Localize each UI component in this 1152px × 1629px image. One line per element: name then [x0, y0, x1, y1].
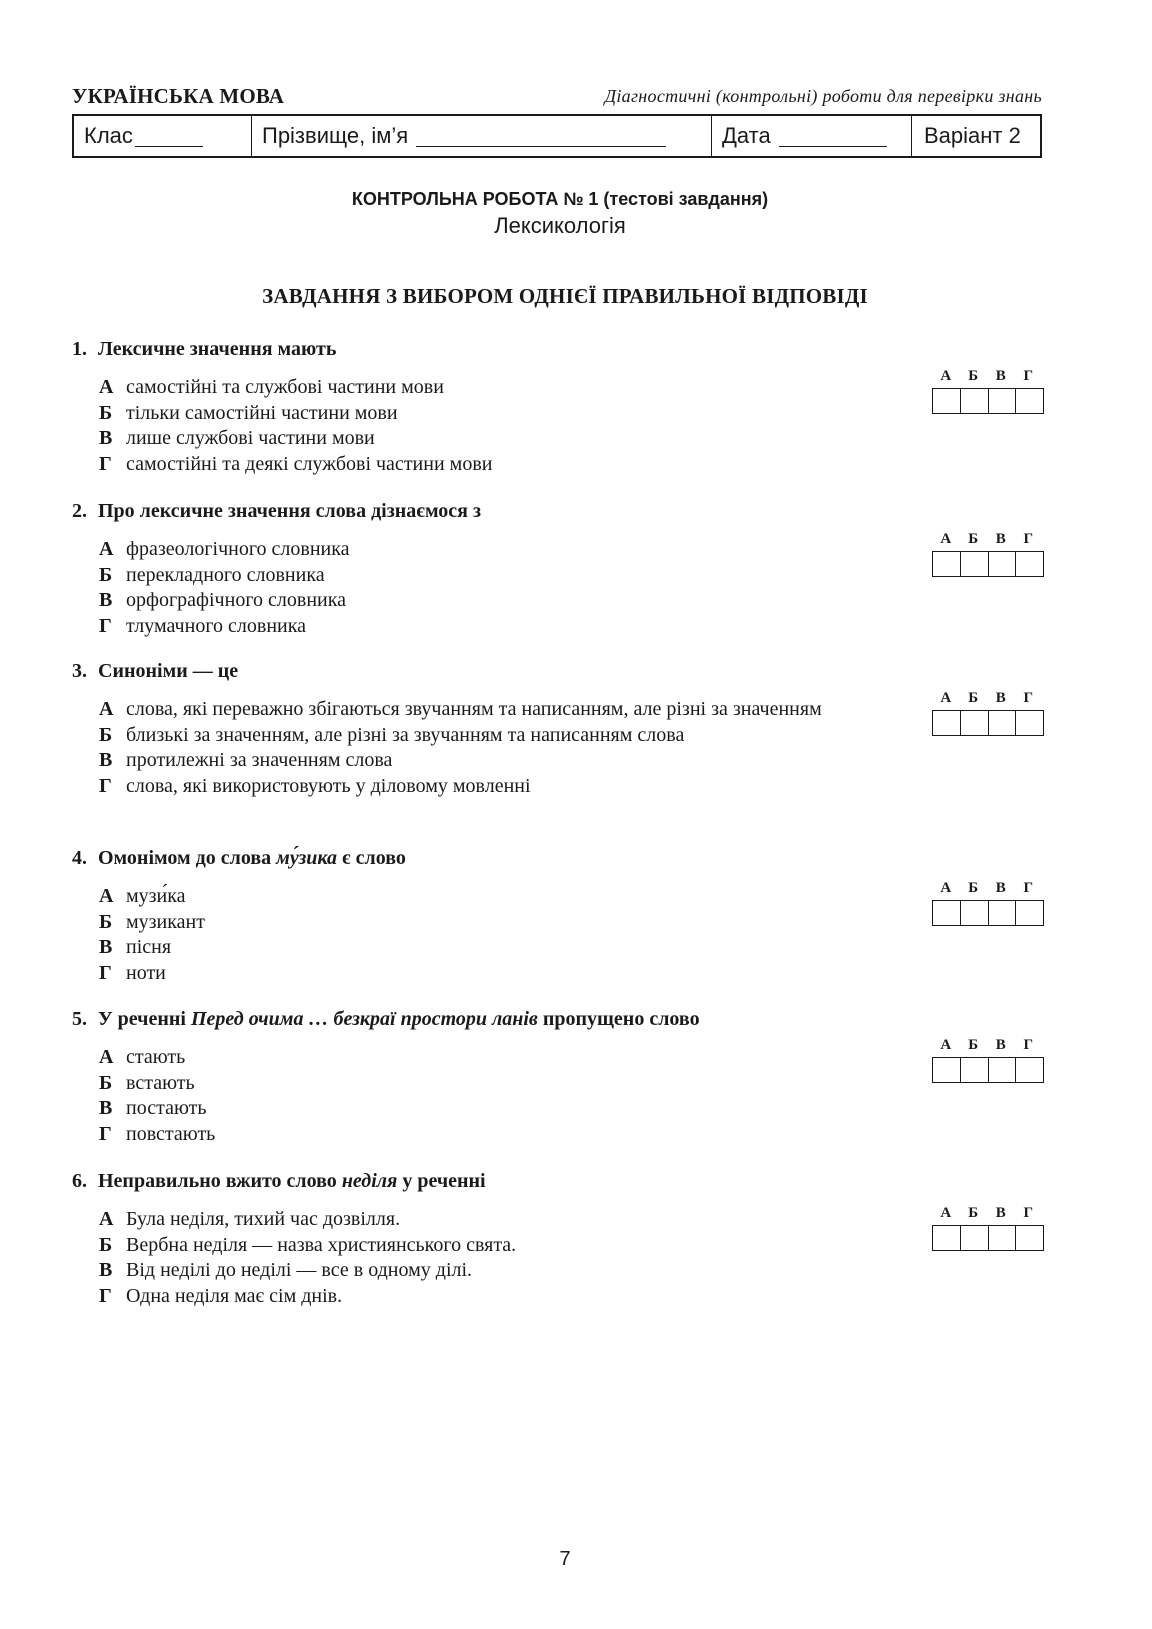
- option-text: стають: [126, 1046, 186, 1068]
- option-letter: А: [99, 538, 114, 560]
- answer-grid-5: [932, 1037, 1044, 1083]
- options-list: [99, 697, 949, 799]
- date-label: Дата: [722, 123, 771, 148]
- option-letter: Г: [99, 452, 112, 475]
- option-v[interactable]: [99, 748, 949, 774]
- answer-letters: [932, 531, 1044, 551]
- answer-letter-h: Г: [1023, 368, 1034, 384]
- question-2: [72, 498, 1072, 639]
- question-number: 4.: [72, 847, 87, 869]
- answer-letter-v: В: [995, 368, 1006, 384]
- class-blank-line: [135, 126, 203, 147]
- question-number: 2.: [72, 500, 87, 522]
- answer-letter-h: Г: [1023, 531, 1034, 547]
- option-text: самостійні та службові частини мови: [126, 376, 444, 398]
- answer-letter-a: А: [940, 690, 952, 706]
- option-letter: В: [99, 427, 113, 449]
- answer-box-b[interactable]: [961, 1058, 989, 1082]
- question-stem: Синоніми — це: [98, 660, 239, 682]
- answer-letter-v: В: [995, 690, 1006, 706]
- question-text: [72, 336, 1072, 362]
- option-a[interactable]: [99, 537, 949, 563]
- answer-box-b[interactable]: [961, 711, 989, 735]
- answer-letter-v: В: [995, 531, 1006, 547]
- option-a[interactable]: [99, 697, 949, 723]
- answer-grid-1: [932, 368, 1044, 414]
- answer-box-v[interactable]: [989, 389, 1017, 413]
- question-3: [72, 658, 1072, 799]
- test-subtitle: Лексикологія: [494, 213, 626, 238]
- option-b[interactable]: [99, 910, 949, 936]
- answer-letter-b: Б: [968, 690, 979, 706]
- option-letter: Г: [99, 1284, 112, 1307]
- answer-grid-3: [932, 690, 1044, 736]
- answer-letters: [932, 1037, 1044, 1057]
- option-letter: В: [99, 1097, 113, 1119]
- option-a[interactable]: [99, 1045, 949, 1071]
- option-text: Одна неділя має сім днів.: [126, 1284, 343, 1307]
- option-text: орфографічного словника: [126, 589, 347, 611]
- option-letter: В: [99, 1259, 113, 1281]
- question-number: 3.: [72, 660, 87, 682]
- option-text: близькі за значенням, але різні за звучанням та написанням слова: [126, 723, 685, 746]
- answer-box-b[interactable]: [961, 901, 989, 925]
- option-letter: Б: [99, 401, 113, 424]
- option-text: музи́ка: [126, 885, 186, 907]
- answer-letter-b: Б: [968, 531, 979, 547]
- option-text: тлумачного словника: [126, 614, 307, 637]
- option-letter: А: [99, 1046, 114, 1068]
- option-text: перекладного словника: [126, 563, 325, 586]
- answer-box-a[interactable]: [933, 1226, 961, 1250]
- option-v[interactable]: [99, 588, 949, 614]
- question-number: 1.: [72, 338, 87, 360]
- option-text: протилежні за значенням слова: [126, 749, 393, 771]
- option-text: ноти: [126, 961, 166, 984]
- answer-box-h[interactable]: [1016, 1058, 1043, 1082]
- answer-box-a[interactable]: [933, 552, 961, 576]
- question-number: 5.: [72, 1008, 87, 1030]
- answer-box-v[interactable]: [989, 552, 1017, 576]
- option-text: слова, які переважно збігаються звучанням та написанням, але різні за значенням: [126, 698, 822, 720]
- question-stem-start: Неправильно вжито слово: [98, 1170, 342, 1192]
- option-text: лише службові частини мови: [126, 427, 375, 449]
- answer-letter-a: А: [940, 531, 952, 547]
- option-letter: В: [99, 749, 113, 771]
- question-stem: Лексичне значення мають: [98, 338, 337, 360]
- answer-box-a[interactable]: [933, 1058, 961, 1082]
- option-h[interactable]: [99, 961, 949, 987]
- answer-box-h[interactable]: [1016, 552, 1043, 576]
- option-text: самостійні та деякі службові частини мови: [126, 452, 493, 475]
- answer-letters: [932, 368, 1044, 388]
- option-text: музикант: [126, 910, 205, 933]
- question-1: [72, 336, 1072, 477]
- options-list: [99, 1207, 949, 1309]
- question-text: [72, 1168, 1072, 1194]
- answer-letter-v: В: [995, 1037, 1006, 1053]
- option-a[interactable]: [99, 1207, 949, 1233]
- answer-letter-v: В: [995, 1205, 1006, 1221]
- answer-boxes: [932, 900, 1044, 926]
- option-letter: В: [99, 936, 113, 958]
- options-list: [99, 537, 949, 639]
- page-number: 7: [559, 1548, 571, 1570]
- option-text: Від неділі до неділі — все в одному ділі.: [126, 1259, 473, 1281]
- name-blank-line: [416, 126, 666, 147]
- option-letter: А: [99, 1208, 114, 1230]
- question-stem-end: є слово: [337, 847, 406, 869]
- answer-box-h[interactable]: [1016, 711, 1043, 735]
- option-letter: Б: [99, 563, 113, 586]
- answer-boxes: [932, 551, 1044, 577]
- option-v[interactable]: [99, 1258, 949, 1284]
- answer-letters: [932, 1205, 1044, 1225]
- question-text: [72, 845, 1072, 871]
- question-stem: Про лексичне значення слова дізнаємося з: [98, 500, 482, 522]
- option-text: встають: [126, 1071, 195, 1094]
- answer-grid-4: [932, 880, 1044, 926]
- question-number: 6.: [72, 1170, 87, 1192]
- option-v[interactable]: [99, 935, 949, 961]
- date-cell[interactable]: [712, 116, 912, 156]
- variant-cell: [912, 116, 1040, 156]
- answer-grid-2: [932, 531, 1044, 577]
- option-letter: Б: [99, 723, 113, 746]
- question-stem-italic: му́зика: [276, 847, 338, 869]
- option-letter: Б: [99, 1071, 113, 1094]
- question-stem-end: у реченні: [397, 1170, 486, 1192]
- answer-boxes: [932, 1057, 1044, 1083]
- answer-letter-v: В: [995, 880, 1006, 896]
- question-text: [72, 498, 1072, 524]
- option-letter: А: [99, 885, 114, 907]
- option-text: тільки самостійні частини мови: [126, 401, 398, 424]
- answer-letters: [932, 880, 1044, 900]
- question-stem-italic: неділя: [341, 1170, 398, 1192]
- option-letter: В: [99, 589, 113, 611]
- answer-grid-6: [932, 1205, 1044, 1251]
- answer-box-h[interactable]: [1016, 389, 1043, 413]
- answer-letter-b: Б: [968, 1205, 979, 1221]
- question-5: [72, 1006, 1072, 1147]
- option-letter: Г: [99, 774, 112, 797]
- answer-boxes: [932, 710, 1044, 736]
- question-text: [72, 1006, 1072, 1032]
- answer-letter-a: А: [940, 1205, 952, 1221]
- option-b[interactable]: [99, 1233, 949, 1259]
- answer-letter-a: А: [940, 880, 952, 896]
- option-v[interactable]: [99, 426, 949, 452]
- class-label: Клас: [84, 123, 133, 148]
- options-list: [99, 375, 949, 477]
- answer-box-b[interactable]: [961, 1226, 989, 1250]
- option-b[interactable]: [99, 1071, 949, 1097]
- series-title: Діагностичні (контрольні) роботи для перевірки знань: [604, 86, 1042, 106]
- answer-box-v[interactable]: [989, 901, 1017, 925]
- question-stem-start: У реченні: [98, 1008, 191, 1030]
- question-stem-italic: Перед очима … безкраї простори ланів: [190, 1008, 538, 1030]
- answer-letter-h: Г: [1023, 1037, 1034, 1053]
- answer-letter-h: Г: [1023, 690, 1034, 706]
- answer-box-h[interactable]: [1016, 1226, 1043, 1250]
- option-a[interactable]: [99, 884, 949, 910]
- options-list: [99, 1045, 949, 1147]
- option-letter: Г: [99, 961, 112, 984]
- answer-box-v[interactable]: [989, 1226, 1017, 1250]
- answer-boxes: [932, 388, 1044, 414]
- answer-box-a[interactable]: [933, 901, 961, 925]
- class-cell[interactable]: [74, 116, 252, 156]
- answer-letters: [932, 690, 1044, 710]
- answer-boxes: [932, 1225, 1044, 1251]
- name-label: Прізвище, ім’я: [262, 123, 409, 148]
- option-text: пісня: [126, 936, 172, 958]
- question-4: [72, 845, 1072, 986]
- option-text: фразеологічного словника: [126, 538, 350, 560]
- option-letter: Г: [99, 1122, 112, 1145]
- option-letter: Г: [99, 614, 112, 637]
- option-b[interactable]: [99, 723, 949, 749]
- option-a[interactable]: [99, 375, 949, 401]
- option-text: повстають: [126, 1122, 216, 1145]
- question-stem-start: Омонімом до слова: [98, 847, 277, 869]
- question-6: [72, 1168, 1072, 1309]
- option-text: Вербна неділя — назва християнського свята.: [126, 1233, 517, 1256]
- option-h[interactable]: [99, 614, 949, 640]
- answer-box-h[interactable]: [1016, 901, 1043, 925]
- answer-box-b[interactable]: [961, 389, 989, 413]
- subject-title: УКРАЇНСЬКА МОВА: [72, 84, 285, 108]
- option-v[interactable]: [99, 1096, 949, 1122]
- option-letter: Б: [99, 910, 113, 933]
- option-text: Була неділя, тихий час дозвілля.: [126, 1208, 401, 1230]
- answer-box-a[interactable]: [933, 711, 961, 735]
- option-letter: Б: [99, 1233, 113, 1256]
- option-letter: А: [99, 698, 114, 720]
- option-h[interactable]: [99, 1122, 949, 1148]
- option-text: постають: [126, 1097, 207, 1119]
- answer-letter-h: Г: [1023, 1205, 1034, 1221]
- option-b[interactable]: [99, 563, 949, 589]
- answer-box-b[interactable]: [961, 552, 989, 576]
- name-cell[interactable]: [252, 116, 712, 156]
- answer-box-v[interactable]: [989, 1058, 1017, 1082]
- option-h[interactable]: [99, 452, 949, 478]
- question-text: [72, 658, 1072, 684]
- answer-letter-h: Г: [1023, 880, 1034, 896]
- answer-box-a[interactable]: [933, 389, 961, 413]
- option-h[interactable]: [99, 774, 949, 800]
- variant-label: Варіант 2: [924, 123, 1021, 148]
- question-stem-end: пропущено слово: [537, 1008, 700, 1030]
- test-title: КОНТРОЛЬНА РОБОТА № 1 (тестові завдання): [351, 189, 769, 209]
- option-letter: А: [99, 376, 114, 398]
- answer-letter-a: А: [940, 1037, 952, 1053]
- option-h[interactable]: [99, 1284, 949, 1310]
- answer-letter-a: А: [940, 368, 952, 384]
- answer-box-v[interactable]: [989, 711, 1017, 735]
- options-list: [99, 884, 949, 986]
- option-text: слова, які використовують у діловому мовленні: [126, 774, 531, 797]
- option-b[interactable]: [99, 401, 949, 427]
- answer-letter-b: Б: [968, 880, 979, 896]
- section-heading: ЗАВДАННЯ З ВИБОРОМ ОДНІЄЇ ПРАВИЛЬНОЇ ВІДПОВІДІ: [262, 284, 868, 308]
- answer-letter-b: Б: [968, 368, 979, 384]
- answer-letter-b: Б: [968, 1037, 979, 1053]
- date-blank-line: [779, 126, 887, 147]
- student-info-table: [72, 114, 1042, 158]
